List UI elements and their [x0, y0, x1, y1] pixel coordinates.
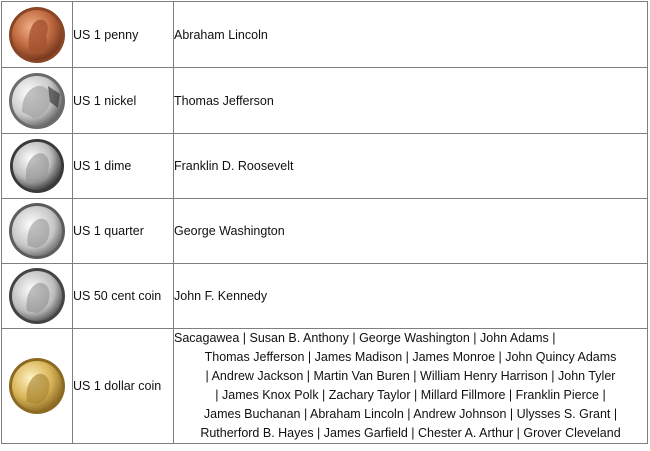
coin-name: US 1 dollar coin: [73, 329, 174, 444]
person-list-line: Rutherford B. Hayes | James Garfield | Chester A. Arthur | Grover Cleveland: [200, 426, 621, 440]
person-list-line: James Buchanan | Abraham Lincoln | Andrew Johnson | Ulysses S. Grant |: [203, 407, 618, 421]
coin-name: US 50 cent coin: [73, 264, 174, 329]
person-name: Abraham Lincoln: [174, 2, 648, 68]
coin-name: US 1 nickel: [73, 68, 174, 134]
coin-name: US 1 dime: [73, 134, 174, 199]
penny-coin-icon: [8, 6, 66, 64]
person-list: [174, 329, 648, 444]
half-dollar-coin-icon: [8, 267, 66, 325]
table-row: [2, 329, 648, 444]
table-row: [2, 68, 648, 134]
coin-image-cell: [2, 2, 73, 68]
dime-coin-icon: [9, 138, 65, 194]
person-list-line: Thomas Jefferson | James Madison | James Monroe | John Quincy Adams: [204, 350, 617, 364]
nickel-coin-icon: [8, 72, 66, 130]
coin-image-cell: [2, 264, 73, 329]
person-list-line: | James Knox Polk | Zachary Taylor | Millard Fillmore | Franklin Pierce |: [215, 388, 606, 402]
person-name: John F. Kennedy: [174, 264, 648, 329]
coin-image-cell: [2, 329, 73, 444]
table-row: [2, 134, 648, 199]
coin-name: US 1 quarter: [73, 199, 174, 264]
person-name: George Washington: [174, 199, 648, 264]
person-list-line: | Andrew Jackson | Martin Van Buren | William Henry Harrison | John Tyler: [205, 369, 616, 383]
person-name: Franklin D. Roosevelt: [174, 134, 648, 199]
table-row: [2, 264, 648, 329]
coin-name: US 1 penny: [73, 2, 174, 68]
coin-image-cell: [2, 68, 73, 134]
person-name: Thomas Jefferson: [174, 68, 648, 134]
coin-image-cell: [2, 199, 73, 264]
table-row: [2, 199, 648, 264]
coin-table: [1, 1, 648, 444]
coin-image-cell: [2, 134, 73, 199]
quarter-coin-icon: [8, 202, 66, 260]
table-row: [2, 2, 648, 68]
dollar-coin-icon: [8, 357, 66, 415]
person-list-line: Sacagawea | Susan B. Anthony | George Washington | John Adams |: [174, 331, 556, 345]
